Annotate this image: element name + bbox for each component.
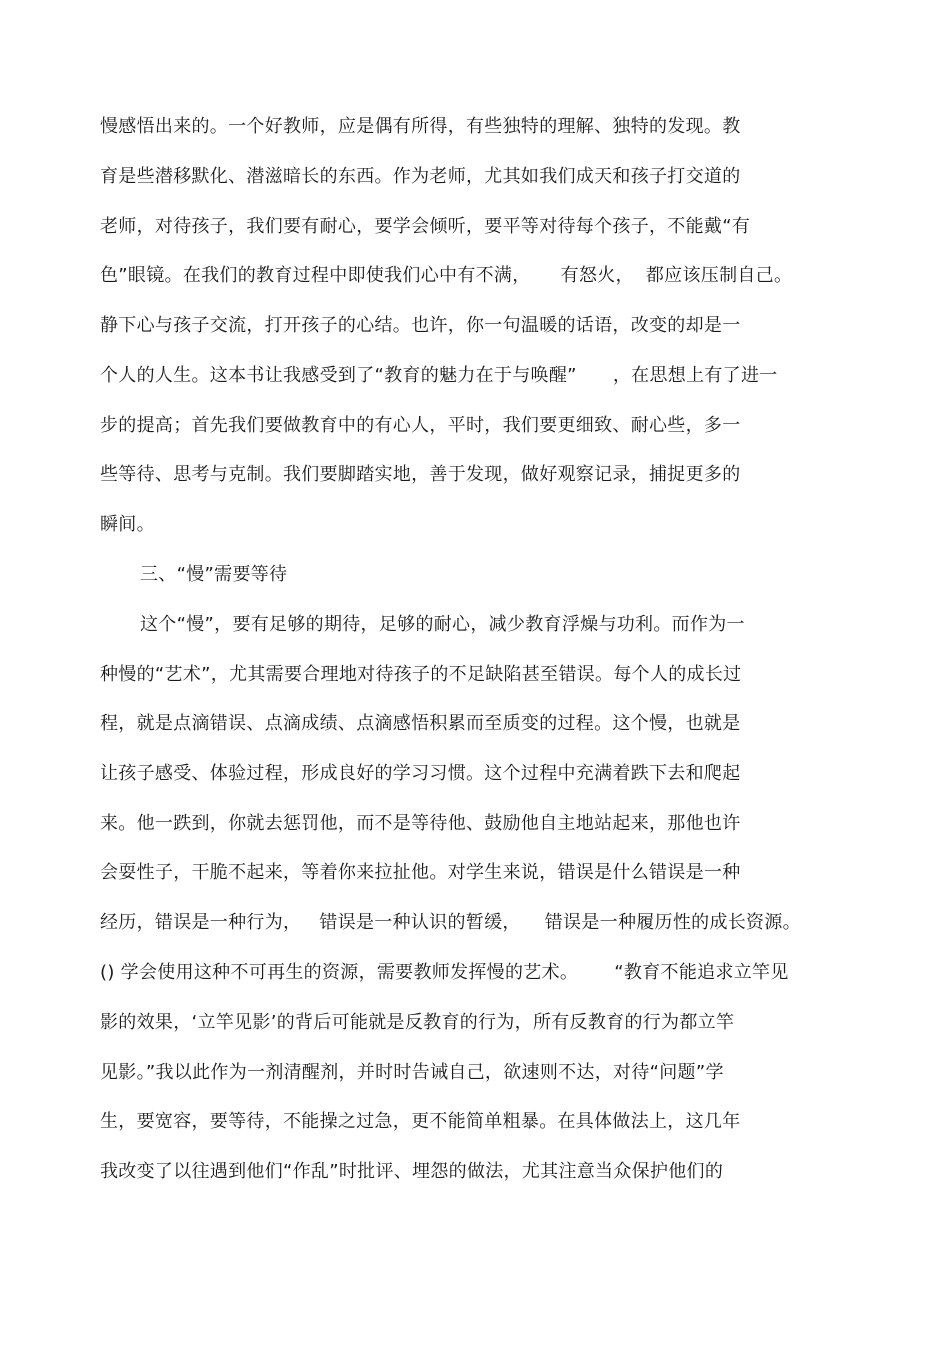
text-line-8: 些等待、思考与克制。我们要脚踏实地，善于发现，做好观察记录，捕捉更多的 [100,464,741,485]
text-line-12: 种慢的“艺术”，尤其需要合理地对待孩子的不足缺陷甚至错误。每个人的成长过 [100,664,742,685]
text-line-2: 育是些潜移默化、潜滋暗长的东西。作为老师，尤其如我们成天和孩子打交道的 [100,166,741,187]
text-line-13: 程，就是点滴错误、点滴成绩、点滴感悟积累而至质变的过程。这个慢，也就是 [100,713,741,734]
section-heading: 三、“慢”需要等待 [140,564,288,585]
text-line-15: 来。他一跌到，你就去惩罚他，而不是等待他、鼓励他自主地站起来，那他也许 [100,813,741,834]
text-line-5: 静下心与孩子交流，打开孩子的心结。也许，你一句温暖的话语，改变的却是一 [100,315,741,336]
text-line-1: 慢感悟出来的。一个好教师，应是偶有所得，有些独特的理解、独特的发现。教 [100,116,741,137]
text-line-14: 让孩子感受、体验过程，形成良好的学习习惯。这个过程中充满着跌下去和爬起 [100,763,741,784]
text-line-9: 瞬间。 [100,514,155,535]
text-line-20: 见影。”我以此作为一剂清醒剂，并时时告诫自己，欲速则不达，对待“问题”学 [100,1062,724,1083]
text-line-4: 色”眼镜。在我们的教育过程中即使我们心中有不满， 有怒火， 都应该压制自己。 [100,265,793,286]
text-line-7: 步的提高；首先我们要做教育中的有心人，平时，我们要更细致、耐心些，多一 [100,415,741,436]
text-line-16: 会耍性子，干脆不起来，等着你来拉扯他。对学生来说，错误是什么错误是一种 [100,862,741,883]
text-line-3: 老师，对待孩子，我们要有耐心，要学会倾听，要平等对待每个孩子，不能戴“有 [100,216,751,237]
text-line-17: 经历，错误是一种行为， 错误是一种认识的暂缓， 错误是一种履历性的成长资源。 [100,912,801,933]
text-line-22: 我改变了以往遇到他们“作乱”时批评、埋怨的做法，尤其注意当众保护他们的 [100,1161,724,1182]
text-line-11: 这个“慢”，要有足够的期待，足够的耐心，减少教育浮燥与功利。而作为一 [140,614,745,635]
text-line-18: () 学会使用这种不可再生的资源，需要教师发挥慢的艺术。 “教育不能追求立竿见 [100,962,789,983]
text-line-19: 影的效果，‘立竿见影’的背后可能就是反教育的行为，所有反教育的行为都立竿 [100,1012,735,1033]
text-line-6: 个人的人生。这本书让我感受到了“教育的魅力在于与唤醒” ，在思想上有了进一 [100,365,778,386]
text-line-21: 生，要宽容，要等待，不能操之过急，更不能简单粗暴。在具体做法上，这几年 [100,1111,741,1132]
